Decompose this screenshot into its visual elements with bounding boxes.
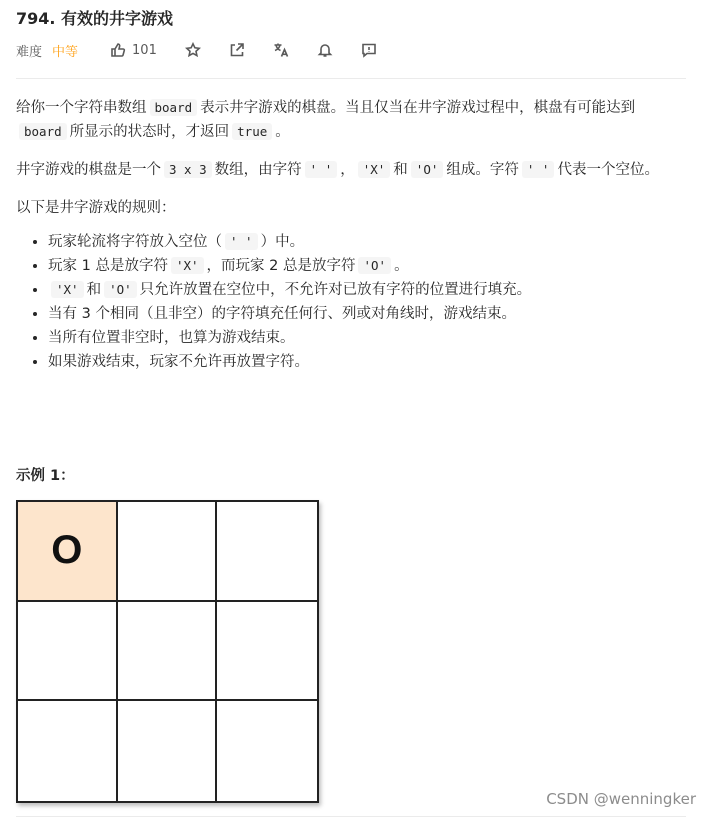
- text: 组成。字符: [446, 162, 519, 178]
- like-count: 101: [132, 42, 157, 58]
- inline-code: ' ': [225, 233, 258, 250]
- translate-button[interactable]: [273, 42, 289, 58]
- board-cell: [217, 502, 317, 602]
- inline-code: 'X': [51, 281, 84, 298]
- share-icon: [229, 42, 245, 58]
- inline-code: ' ': [305, 161, 338, 178]
- list-item: [48, 278, 686, 302]
- inline-code: 'O': [358, 257, 391, 274]
- favorite-button[interactable]: [185, 42, 201, 58]
- difficulty-label: 难度: [16, 44, 43, 60]
- text: 玩家轮流将字符放入空位（: [48, 234, 222, 250]
- text: 所显示的状态时，才返回: [69, 124, 230, 140]
- board-cell: [18, 701, 118, 801]
- text: 。: [394, 258, 409, 274]
- rules-list: [16, 230, 686, 374]
- board-cell: [217, 602, 317, 702]
- board-cell: [217, 701, 317, 801]
- bottom-divider: [16, 816, 686, 817]
- text: 。: [275, 124, 290, 140]
- board-cell: [18, 602, 118, 702]
- like-button[interactable]: [110, 42, 157, 58]
- thumbs-up-icon: [110, 42, 126, 58]
- problem-meta-bar: [16, 40, 405, 60]
- text: 只允许放置在空位中，不允许对已放有字符的位置进行填充。: [139, 282, 532, 298]
- problem-title: 794. 有效的井字游戏: [16, 9, 174, 28]
- text: 玩家 1 总是放字符: [48, 258, 168, 274]
- rules-heading: 以下是井字游戏的规则：: [16, 200, 176, 216]
- text: ）中。: [260, 234, 305, 250]
- board-cell: [118, 701, 218, 801]
- star-icon: [185, 42, 201, 58]
- problem-description: [16, 96, 686, 374]
- description-paragraph-1: [16, 96, 686, 144]
- inline-code: 3 x 3: [164, 161, 212, 178]
- inline-code: 'O': [411, 161, 444, 178]
- inline-code: board: [19, 123, 67, 140]
- notify-button[interactable]: [317, 42, 333, 58]
- inline-code: 'X': [171, 257, 204, 274]
- translate-icon: [273, 42, 289, 58]
- example-title: 示例 1：: [16, 468, 75, 484]
- watermark: CSDN @wenningker: [546, 790, 696, 808]
- tic-tac-toe-board: [16, 500, 319, 803]
- text: 井字游戏的棋盘是一个: [16, 162, 161, 178]
- inline-code: board: [150, 99, 198, 116]
- board-cell: [118, 502, 218, 602]
- description-paragraph-2: [16, 158, 686, 182]
- header-divider: [16, 78, 686, 79]
- text: 和: [86, 282, 102, 298]
- inline-code: ' ': [522, 161, 555, 178]
- bell-icon: [317, 42, 333, 58]
- list-item: • 如果游戏结束，玩家不允许再放置字符。: [48, 350, 686, 374]
- list-item: [48, 254, 686, 278]
- text: ，而玩家 2 总是放字符: [206, 258, 356, 274]
- share-button[interactable]: [229, 42, 245, 58]
- board-cell: [118, 602, 218, 702]
- text: 给你一个字符串数组: [16, 100, 147, 116]
- text: ，: [340, 162, 355, 178]
- inline-code: 'X': [358, 161, 391, 178]
- inline-code: 'O': [104, 281, 137, 298]
- board-cell: O: [18, 502, 118, 602]
- inline-code: true: [232, 123, 272, 140]
- text: 代表一个空位。: [557, 162, 659, 178]
- feedback-icon: [361, 42, 377, 58]
- list-item: • 当有 3 个相同（且非空）的字符填充任何行、列或对角线时，游戏结束。: [48, 302, 686, 326]
- feedback-button[interactable]: [361, 42, 377, 58]
- list-item: • 当所有位置非空时，也算为游戏结束。: [48, 326, 686, 350]
- list-item: [48, 230, 686, 254]
- difficulty-badge: 中等: [52, 44, 79, 60]
- text: 和: [393, 162, 408, 178]
- text: 表示井字游戏的棋盘。当且仅当在井字游戏过程中，棋盘有可能达到: [200, 100, 636, 116]
- text: 数组，由字符: [214, 162, 302, 178]
